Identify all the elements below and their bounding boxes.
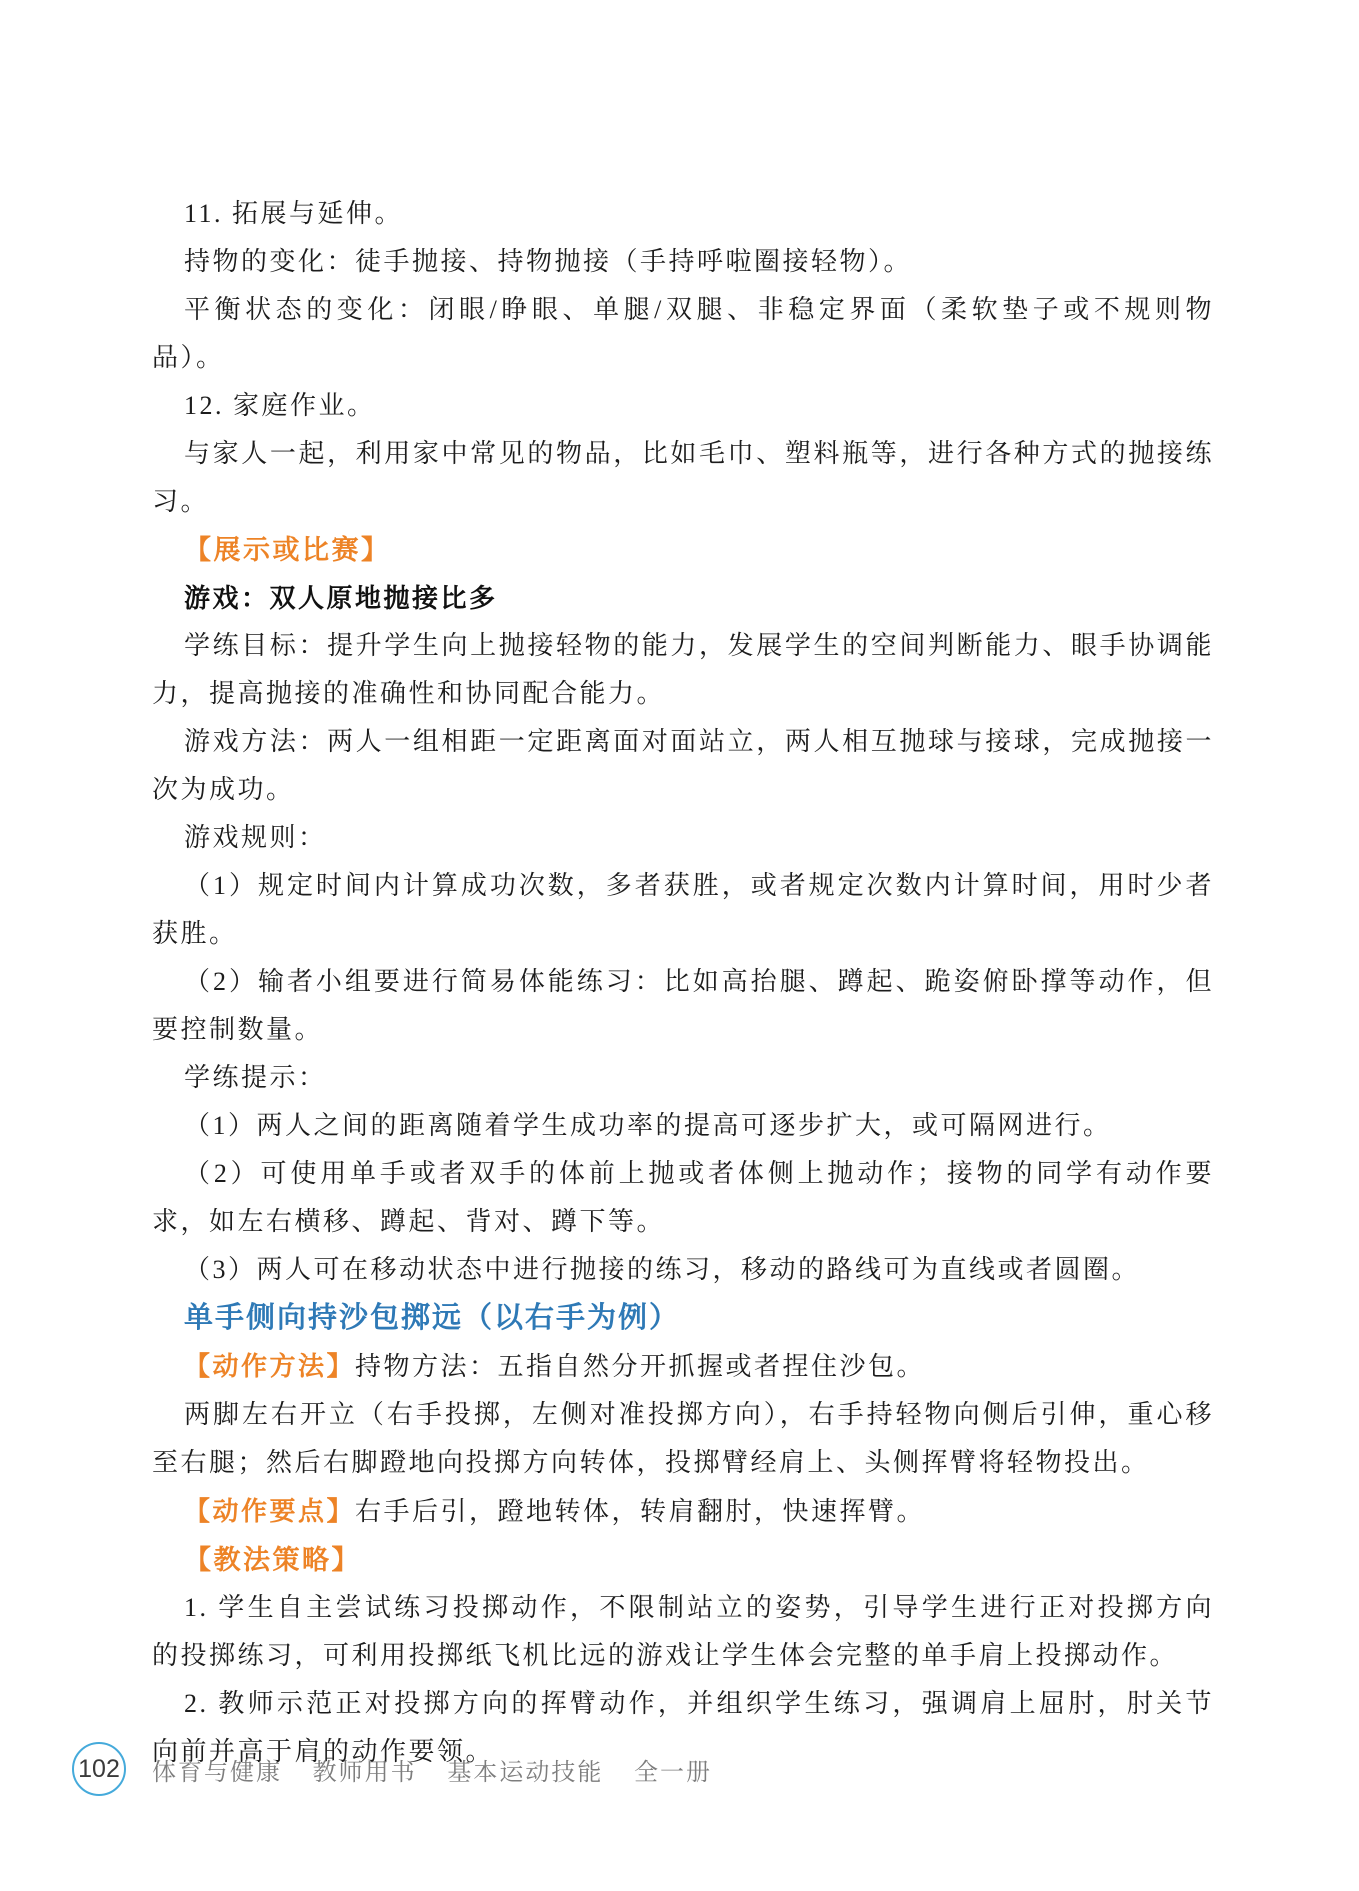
paragraph-strategy-2: 2. 教师示范正对投掷方向的挥臂动作，并组织学生练习，强调肩上屈肘，肘关节向前并高于肩的动作要领。 (152, 1689, 1214, 1766)
paragraph-expand-extend: 11. 拓展与延伸。 (184, 199, 404, 228)
paragraph-game-rules-title: 游戏规则： (184, 823, 327, 852)
page-number-badge (72, 1742, 126, 1796)
paragraph-balance-variation: 平衡状态的变化：闭眼/睁眼、单腿/双腿、非稳定界面（柔软垫子或不规则物品）。 (152, 295, 1214, 372)
paragraph-practice-tips-title: 学练提示： (184, 1063, 327, 1092)
page-number: 102 (78, 1754, 120, 1783)
subsection-heading-sandbag-throw: 单手侧向持沙包掷远（以右手为例） (184, 1302, 681, 1334)
game-title: 游戏：双人原地抛接比多 (184, 583, 498, 613)
paragraph-practice-tip-3: （3）两人可在移动状态中进行抛接的练习，移动的路线可为直线或者圆圈。 (184, 1255, 1141, 1284)
paragraph-game-method: 游戏方法：两人一组相距一定距离面对面站立，两人相互抛球与接球，完成抛接一次为成功。 (152, 727, 1214, 804)
paragraph-strategy-1: 1. 学生自主尝试练习投掷动作，不限制站立的姿势，引导学生进行正对投掷方向的投掷练习，可利用投掷纸飞机比远的游戏让学生体会完整的单手肩上投掷动作。 (152, 1593, 1214, 1670)
section-label-icon: 【动作要点】 (184, 1496, 356, 1526)
footer-volume-number: 全一册 (634, 1758, 713, 1786)
page-footer (72, 1742, 734, 1796)
footer-book-type: 教师用书 (312, 1758, 417, 1786)
paragraph-action-keypoints: 【动作要点】右手后引，蹬地转体，转肩翻肘，快速挥臂。 (184, 1496, 926, 1526)
section-header-teaching-strategy: 【教法策略】 (184, 1545, 361, 1575)
paragraph-game-rule-2: （2）输者小组要进行简易体能练习：比如高抬腿、蹲起、跪姿俯卧撑等动作，但要控制数量。 (152, 967, 1214, 1044)
paragraph-practice-tip-2: （2）可使用单手或者双手的体前上抛或者体侧上抛动作；接物的同学有动作要求，如左右横移、蹲起、背对、蹲下等。 (152, 1159, 1214, 1236)
paragraph-game-rule-1: （1）规定时间内计算成功次数，多者获胜，或者规定次数内计算时间，用时少者获胜。 (152, 871, 1214, 948)
section-label-icon: 【动作方法】 (184, 1351, 356, 1381)
document-body (152, 190, 1214, 1776)
section-header-show-or-compete: 【展示或比赛】 (184, 535, 391, 565)
paragraph-action-method-detail: 两脚左右开立（右手投掷，左侧对准投掷方向），右手持轻物向侧后引伸，重心移至右腿；然后右脚蹬地向投掷方向转体，投掷臂经肩上、头侧挥臂将轻物投出。 (152, 1400, 1214, 1477)
paragraph-homework-detail: 与家人一起，利用家中常见的物品，比如毛巾、塑料瓶等，进行各种方式的抛接练习。 (152, 439, 1214, 516)
paragraph-action-method: 【动作方法】持物方法：五指自然分开抓握或者捏住沙包。 (184, 1351, 926, 1381)
paragraph-homework: 12. 家庭作业。 (184, 391, 376, 420)
paragraph-learning-goal: 学练目标：提升学生向上抛接轻物的能力，发展学生的空间判断能力、眼手协调能力，提高抛接的准确性和协同配合能力。 (152, 631, 1214, 708)
paragraph-holding-variation: 持物的变化：徒手抛接、持物抛接（手持呼啦圈接轻物）。 (184, 247, 913, 276)
footer-series-title: 体育与健康 (152, 1758, 282, 1786)
paragraph-practice-tip-1: （1）两人之间的距离随着学生成功率的提高可逐步扩大，或可隔网进行。 (184, 1111, 1112, 1140)
footer-book-info (152, 1752, 734, 1787)
footer-volume-subject: 基本运动技能 (447, 1758, 604, 1786)
